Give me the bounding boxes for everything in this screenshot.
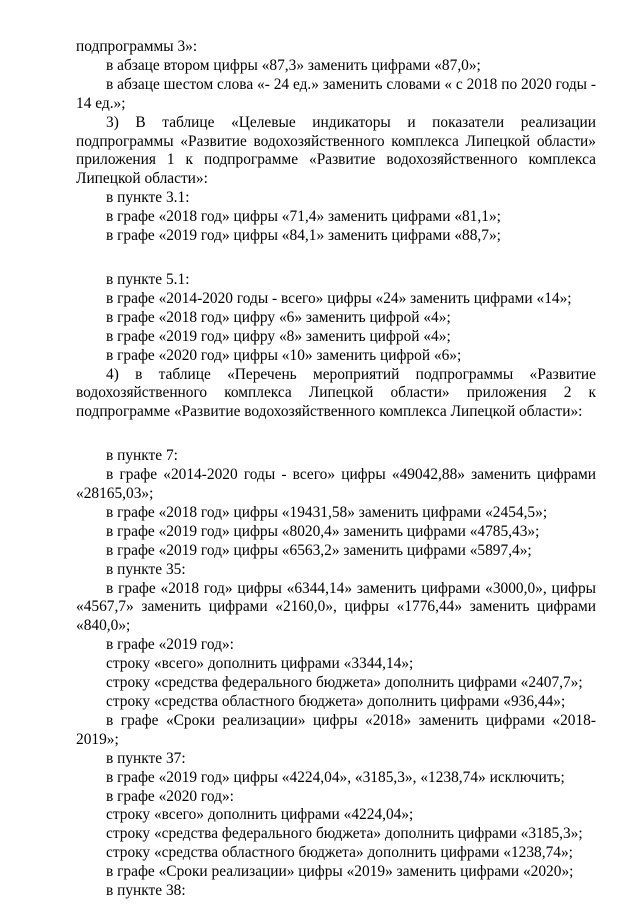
text-line: в пункте 38: xyxy=(106,882,186,900)
text-line: строку «всего» дополнить цифрами «4224,04»; xyxy=(106,806,414,824)
text-line: в графе «Сроки реализации» цифры «2019» заменить цифрами «2020»; xyxy=(106,863,574,881)
text-line: в пункте 37: xyxy=(106,749,186,767)
text-line: в графе «2014-2020 годы - всего» цифры «24» заменить цифрами «14»; xyxy=(106,289,572,307)
text-line: в пункте 5.1: xyxy=(106,270,190,288)
paragraph: в графе «Сроки реализации» цифры «2018» заменить цифрами «2018-2019»; xyxy=(76,711,596,748)
text-line: в графе «2019 год» цифры «6563,2» заменить цифрами «5897,4»; xyxy=(106,541,532,559)
paragraph: в графе «2014-2020 годы - всего» цифры «49042,88» заменить цифрами «28165,03»; xyxy=(76,466,596,503)
paragraph: в абзаце шестом слова «- 24 ед.» заменить словами « с 2018 по 2020 годы - 14 ед.»; xyxy=(76,75,596,112)
text-line: в графе «2019 год» цифры «8020,4» заменить цифрами «4785,43»; xyxy=(106,522,540,540)
text-line: строку «средства федерального бюджета» дополнить цифрами «2407,7»; xyxy=(106,674,583,692)
text-line: в графе «2018 год» цифры «71,4» заменить цифрами «81,1»; xyxy=(106,208,501,226)
text-line: в абзаце втором цифры «87,3» заменить цифрами «87,0»; xyxy=(106,56,481,74)
blank-line xyxy=(76,246,596,271)
text-line: в графе «2020 год»: xyxy=(106,787,234,805)
text-line: строку «средства федерального бюджета» дополнить цифрами «3185,3»; xyxy=(106,825,583,843)
text-line: в графе «2019 год» цифры «84,1» заменить цифрами «88,7»; xyxy=(106,227,501,245)
blank-line xyxy=(76,422,596,447)
paragraph: 4) в таблице «Перечень мероприятий подпрограммы «Развитие водохозяйственного комплекса Липецкой области» приложения 2 к подпрограмме «Развитие водохозяйственного комплекса Липецкой области»: xyxy=(76,365,596,421)
text-line: в пункте 7: xyxy=(106,447,178,465)
text-line: строку «всего» дополнить цифрами «3344,14»; xyxy=(106,655,414,673)
text-line: в графе «2018 год» цифры «19431,58» заменить цифрами «2454,5»; xyxy=(106,503,548,521)
text-line: подпрограммы 3»: xyxy=(76,38,198,55)
text-line: в графе «2019 год»: xyxy=(106,636,234,654)
paragraph: 3) В таблице «Целевые индикаторы и показатели реализации подпрограммы «Развитие водохозяйственного комплекса Липецкой области» приложения 1 к подпрограмме «Развитие водохозяйственного комплекса Липецкой области»: xyxy=(76,113,596,188)
text-line: строку «средства областного бюджета» дополнить цифрами «1238,74»; xyxy=(106,844,573,862)
text-line: в пункте 3.1: xyxy=(106,189,190,207)
paragraph: в графе «2018 год» цифры «6344,14» заменить цифрами «3000,0», цифры «4567,7» заменить цифрами «2160,0», цифры «1776,44» заменить цифрами «840,0»; xyxy=(76,579,596,635)
text-line: строку «средства областного бюджета» дополнить цифрами «936,44»; xyxy=(106,693,566,710)
document-body xyxy=(76,38,596,901)
text-line: в графе «2019 год» цифру «8» заменить цифрой «4»; xyxy=(106,327,451,345)
text-line: в графе «2020 год» цифры «10» заменить цифрой «6»; xyxy=(106,346,462,364)
text-line: в пункте 35: xyxy=(106,560,186,578)
text-line: в графе «2019 год» цифры «4224,04», «3185,3», «1238,74» исключить; xyxy=(106,768,565,786)
text-line: в графе «2018 год» цифру «6» заменить цифрой «4»; xyxy=(106,308,451,326)
